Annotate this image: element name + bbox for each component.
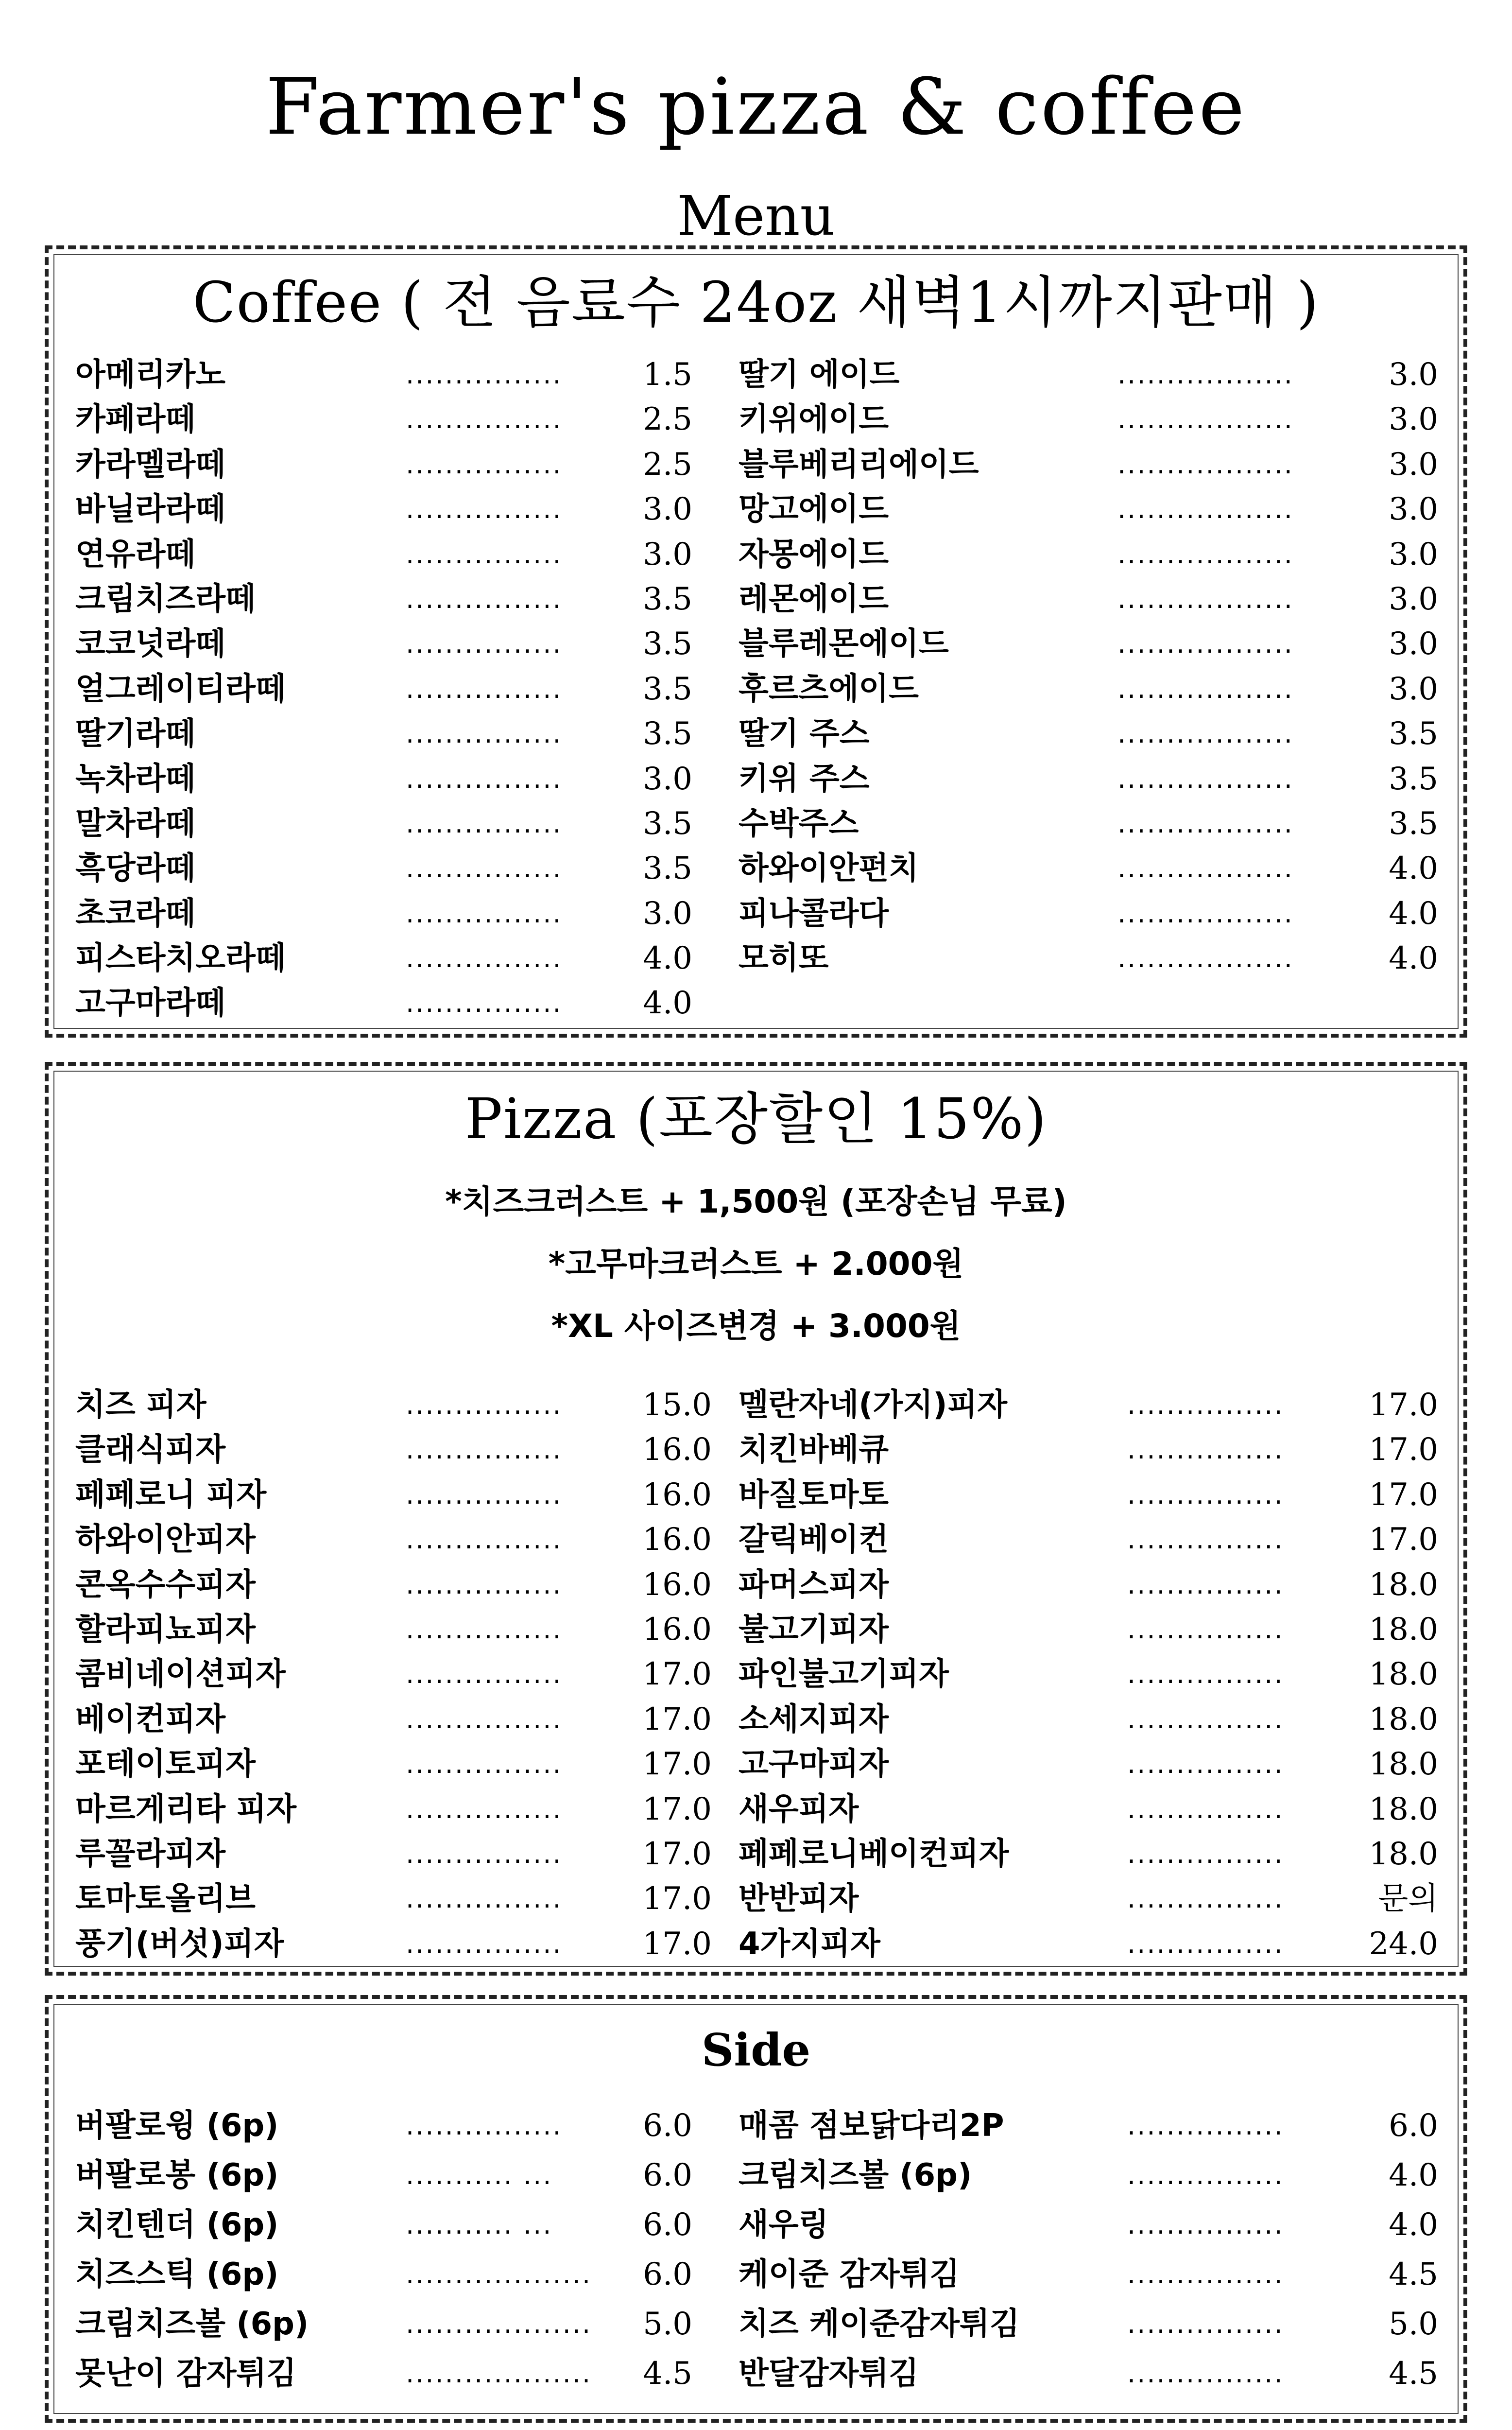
menu-item-leader-dots: ................ — [406, 2110, 563, 2141]
menu-item-leader-dots: ................ — [406, 583, 563, 614]
menu-item-row — [75, 1697, 712, 1742]
menu-item-price: 5.0 — [643, 2306, 692, 2342]
menu-item-price: 4.5 — [1389, 2256, 1438, 2292]
menu-item-name: 파인불고기피자 — [739, 1656, 949, 1693]
pizza-right-column — [739, 1383, 1443, 1966]
menu-item-price: 문의 — [1378, 1881, 1438, 1917]
menu-item-row — [75, 1652, 712, 1697]
menu-item-price: 4.5 — [643, 2356, 692, 2392]
menu-item-name: 하와이안펀치 — [739, 850, 919, 887]
menu-item-leader-dots: ................ — [1127, 1703, 1284, 1735]
menu-item-price: 17.0 — [642, 1881, 712, 1917]
menu-item-price: 6.0 — [643, 2256, 692, 2292]
menu-item-row — [75, 2250, 707, 2299]
menu-item-leader-dots: .................. — [1117, 808, 1294, 839]
menu-item-price: 1.5 — [643, 357, 692, 393]
menu-item-name: 콘옥수수피자 — [75, 1566, 256, 1603]
menu-item-row — [739, 667, 1443, 712]
menu-item-leader-dots: ................ — [406, 359, 563, 390]
menu-item-price: 16.0 — [642, 1432, 712, 1468]
menu-item-leader-dots: ................ — [406, 988, 563, 1019]
menu-item-price: 18.0 — [1369, 1746, 1438, 1783]
menu-item-leader-dots: ................ — [1127, 2358, 1284, 2389]
menu-item-leader-dots: ................ — [406, 449, 563, 480]
menu-item-price: 3.0 — [1389, 491, 1438, 528]
menu-item-price: 17.0 — [1369, 1522, 1438, 1558]
menu-item-row — [739, 846, 1443, 891]
menu-item-name: 페페로니 피자 — [75, 1476, 267, 1513]
menu-item-name: 페페로니베이컨피자 — [739, 1836, 1009, 1872]
menu-item-price: 17.0 — [642, 1926, 712, 1962]
pizza-left-column — [75, 1383, 712, 1966]
menu-item-name: 피스타치오라떼 — [75, 940, 286, 977]
coffee-section-title: Coffee ( 전 음료수 24oz 새벽1시까지판매 ) — [192, 270, 1320, 335]
menu-item-name: 블루레몬에이드 — [739, 626, 949, 662]
menu-item-price: 4.0 — [1389, 2207, 1438, 2243]
menu-item-name: 파머스피자 — [739, 1566, 889, 1603]
menu-item-row — [739, 2250, 1443, 2299]
menu-item-name: 클래식피자 — [75, 1432, 226, 1468]
menu-item-leader-dots: ................ — [1127, 2209, 1284, 2240]
menu-item-name: 토마토올리브 — [75, 1881, 256, 1917]
menu-item-leader-dots: ................ — [1127, 1569, 1284, 1600]
menu-item-row — [75, 352, 707, 397]
menu-item-name: 치킨텐더 (6p) — [75, 2207, 279, 2243]
menu-item-price: 18.0 — [1369, 1701, 1438, 1737]
menu-item-name: 못난이 감자튀김 — [75, 2356, 297, 2392]
menu-item-price: 17.0 — [642, 1746, 712, 1783]
menu-item-row — [75, 712, 707, 756]
menu-item-leader-dots: ................ — [1127, 2308, 1284, 2339]
menu-item-price: 6.0 — [643, 2108, 692, 2144]
menu-item-leader-dots: ................ — [406, 1749, 563, 1780]
menu-item-name: 말차라떼 — [75, 805, 196, 842]
menu-item-price: 3.0 — [1389, 401, 1438, 438]
menu-item-leader-dots: ................ — [1127, 1434, 1284, 1465]
menu-item-row — [75, 891, 707, 936]
menu-item-name: 갈릭베이컨 — [739, 1522, 889, 1558]
menu-item-name: 콤비네이션피자 — [75, 1656, 286, 1693]
menu-item-row — [75, 2151, 707, 2200]
menu-item-row — [75, 667, 707, 712]
menu-item-name: 바질토마토 — [739, 1476, 889, 1513]
menu-item-price: 16.0 — [642, 1522, 712, 1558]
menu-item-name: 베이컨피자 — [75, 1701, 226, 1737]
menu-item-name: 풍기(버섯)피자 — [75, 1926, 284, 1962]
menu-item-leader-dots: .................. — [1117, 583, 1294, 614]
menu-item-price: 17.0 — [642, 1836, 712, 1872]
menu-item-price: 6.0 — [643, 2157, 692, 2193]
menu-item-row — [75, 2299, 707, 2349]
menu-item-price: 3.5 — [643, 850, 692, 887]
menu-item-price: 15.0 — [642, 1387, 712, 1423]
menu-item-name: 새우피자 — [739, 1791, 859, 1827]
menu-item-row — [75, 1427, 712, 1472]
menu-item-name: 고구마피자 — [739, 1746, 889, 1783]
menu-item-leader-dots: .................. — [1117, 628, 1294, 660]
menu-item-name: 소세지피자 — [739, 1701, 889, 1737]
menu-item-leader-dots: ................ — [406, 808, 563, 839]
menu-item-row — [739, 2151, 1443, 2200]
menu-item-price: 3.5 — [643, 671, 692, 707]
menu-item-price: 4.0 — [1389, 895, 1438, 932]
menu-item-price: 4.0 — [643, 985, 692, 1022]
menu-item-leader-dots: ................ — [406, 763, 563, 794]
menu-item-row — [739, 1427, 1443, 1472]
menu-item-row — [75, 487, 707, 532]
menu-item-leader-dots: ................ — [406, 718, 563, 749]
menu-item-name: 키위 주스 — [739, 761, 870, 797]
menu-item-name: 멜란자네(가지)피자 — [739, 1387, 1008, 1423]
menu-item-name: 치킨바베큐 — [739, 1432, 889, 1468]
menu-item-leader-dots: ................ — [406, 1703, 563, 1735]
menu-item-name: 바닐라라떼 — [75, 491, 226, 528]
menu-item-row — [739, 1562, 1443, 1607]
menu-item-leader-dots: ................ — [1127, 2160, 1284, 2190]
menu-item-price: 24.0 — [1369, 1926, 1438, 1962]
menu-item-leader-dots: ................ — [406, 1793, 563, 1824]
menu-item-leader-dots: ........... ... — [406, 2209, 553, 2240]
menu-item-leader-dots: .................. — [1117, 898, 1294, 929]
menu-item-row — [75, 801, 707, 846]
menu-item-leader-dots: .................. — [1117, 359, 1294, 390]
menu-item-price: 3.5 — [643, 581, 692, 617]
menu-item-price: 3.0 — [1389, 581, 1438, 617]
menu-item-name: 후르츠에이드 — [739, 671, 919, 707]
menu-item-name: 딸기 주스 — [739, 716, 870, 752]
menu-item-row — [739, 1383, 1443, 1427]
menu-item-row — [75, 2349, 707, 2398]
menu-item-leader-dots: ................ — [406, 1838, 563, 1869]
menu-item-leader-dots: .................. — [1117, 494, 1294, 525]
menu-item-row — [75, 2101, 707, 2151]
menu-item-name: 연유라떼 — [75, 536, 196, 573]
menu-item-name: 망고에이드 — [739, 491, 889, 528]
menu-item-price: 3.5 — [1389, 716, 1438, 752]
menu-item-leader-dots: ................ — [406, 404, 563, 435]
menu-item-leader-dots: ................ — [1127, 2110, 1284, 2141]
menu-item-price: 6.0 — [643, 2207, 692, 2243]
menu-item-name: 버팔로윙 (6p) — [75, 2108, 279, 2144]
menu-item-row — [75, 1383, 712, 1427]
menu-item-price: 3.0 — [1389, 671, 1438, 707]
menu-item-price: 4.0 — [1389, 940, 1438, 977]
menu-item-leader-dots: ................ — [1127, 1524, 1284, 1555]
menu-item-price: 16.0 — [642, 1611, 712, 1648]
menu-item-name: 딸기라떼 — [75, 716, 196, 752]
menu-item-row — [75, 981, 707, 1025]
menu-item-price: 18.0 — [1369, 1791, 1438, 1827]
menu-item-name: 크림치즈볼 (6p) — [75, 2306, 309, 2342]
menu-item-name: 딸기 에이드 — [739, 357, 900, 393]
menu-item-name: 하와이안피자 — [75, 1522, 256, 1558]
menu-item-row — [739, 1787, 1443, 1832]
menu-item-leader-dots: .................. — [1117, 673, 1294, 704]
menu-item-name: 카페라떼 — [75, 401, 196, 438]
menu-item-name: 코코넛라떼 — [75, 626, 226, 662]
menu-item-row — [739, 1922, 1443, 1966]
menu-item-price: 17.0 — [642, 1656, 712, 1693]
menu-item-name: 피나콜라다 — [739, 895, 889, 932]
menu-item-row — [75, 846, 707, 891]
menu-item-leader-dots: .................. — [1117, 763, 1294, 794]
menu-item-row — [75, 1473, 712, 1517]
menu-item-leader-dots: ................ — [406, 538, 563, 570]
menu-item-price: 3.0 — [1389, 626, 1438, 662]
side-right-column — [739, 2101, 1443, 2398]
menu-item-price: 3.0 — [1389, 357, 1438, 393]
menu-item-price: 4.5 — [1389, 2356, 1438, 2392]
menu-item-price: 3.0 — [1389, 536, 1438, 573]
menu-item-name: 크림치즈라떼 — [75, 581, 256, 617]
menu-item-name: 얼그레이티라떼 — [75, 671, 286, 707]
menu-item-leader-dots: ................ — [406, 1569, 563, 1600]
menu-item-price: 16.0 — [642, 1476, 712, 1513]
menu-item-name: 반달감자튀김 — [739, 2356, 919, 2392]
coffee-right-column — [739, 352, 1443, 981]
menu-item-row — [739, 891, 1443, 936]
menu-item-row — [739, 1652, 1443, 1697]
menu-item-name: 버팔로봉 (6p) — [75, 2157, 279, 2193]
menu-item-name: 초코라떼 — [75, 895, 196, 932]
menu-item-leader-dots: ................ — [1127, 1614, 1284, 1645]
menu-item-leader-dots: .................. — [1117, 853, 1294, 884]
menu-item-price: 18.0 — [1369, 1566, 1438, 1603]
menu-item-row — [739, 2101, 1443, 2151]
menu-item-leader-dots: ................ — [406, 1928, 563, 1959]
menu-item-row — [75, 1832, 712, 1876]
menu-item-leader-dots: ................ — [1127, 2259, 1284, 2290]
menu-item-leader-dots: ................ — [406, 898, 563, 929]
menu-item-name: 케이준 감자튀김 — [739, 2256, 960, 2292]
menu-item-name: 반반피자 — [739, 1881, 859, 1917]
menu-item-name: 수박주스 — [739, 805, 859, 842]
menu-item-leader-dots: .................. — [1117, 943, 1294, 974]
menu-item-name: 자몽에이드 — [739, 536, 889, 573]
menu-item-name: 새우링 — [739, 2207, 829, 2243]
menu-item-leader-dots: ................ — [406, 1614, 563, 1645]
menu-item-row — [739, 1473, 1443, 1517]
menu-item-price: 17.0 — [642, 1791, 712, 1827]
menu-item-price: 3.0 — [643, 491, 692, 528]
menu-item-leader-dots: ................ — [406, 943, 563, 974]
menu-item-leader-dots: .................. — [1117, 538, 1294, 570]
menu-item-price: 3.5 — [1389, 761, 1438, 797]
menu-item-row — [75, 622, 707, 666]
side-section-title: Side — [701, 2024, 811, 2076]
menu-item-leader-dots: ................ — [1127, 1389, 1284, 1420]
menu-item-price: 6.0 — [1389, 2108, 1438, 2144]
menu-item-leader-dots: ................ — [406, 1434, 563, 1465]
menu-item-leader-dots: ................ — [1127, 1793, 1284, 1824]
menu-item-price: 16.0 — [642, 1566, 712, 1603]
menu-item-row — [739, 1832, 1443, 1876]
menu-item-leader-dots: ................ — [406, 853, 563, 884]
menu-item-row — [75, 1742, 712, 1787]
menu-item-name: 크림치즈볼 (6p) — [739, 2157, 972, 2193]
menu-item-leader-dots: ................ — [1127, 1659, 1284, 1690]
menu-item-price: 2.5 — [643, 446, 692, 483]
menu-item-price: 3.0 — [643, 536, 692, 573]
menu-item-name: 아메리카노 — [75, 357, 226, 393]
menu-item-name: 4가지피자 — [739, 1926, 880, 1962]
menu-heading: Menu — [677, 185, 835, 248]
menu-item-leader-dots: ................ — [406, 1524, 563, 1555]
menu-item-leader-dots: ................ — [406, 1389, 563, 1420]
menu-item-price: 17.0 — [642, 1701, 712, 1737]
menu-item-leader-dots: .................. — [1117, 718, 1294, 749]
menu-item-price: 3.0 — [643, 761, 692, 797]
menu-item-row — [739, 2200, 1443, 2250]
menu-item-row — [739, 487, 1443, 532]
menu-item-price: 4.0 — [1389, 850, 1438, 887]
menu-item-row — [739, 1742, 1443, 1787]
menu-item-leader-dots: ................ — [1127, 1838, 1284, 1869]
menu-item-price: 4.0 — [1389, 2157, 1438, 2193]
menu-item-price: 3.5 — [643, 626, 692, 662]
menu-item-name: 마르게리타 피자 — [75, 1791, 297, 1827]
pizza-note-xl-size: *XL 사이즈변경 + 3.000원 — [551, 1307, 961, 1345]
menu-item-leader-dots: ................... — [406, 2358, 592, 2389]
menu-item-price: 3.5 — [1389, 805, 1438, 842]
menu-item-name: 흑당라떼 — [75, 850, 196, 887]
menu-item-row — [739, 2299, 1443, 2349]
menu-item-price: 17.0 — [1369, 1432, 1438, 1468]
menu-item-row — [739, 1607, 1443, 1652]
menu-item-leader-dots: ................... — [406, 2308, 592, 2339]
coffee-left-column — [75, 352, 707, 1026]
menu-item-leader-dots: .................. — [1117, 449, 1294, 480]
menu-item-row — [75, 936, 707, 981]
menu-item-leader-dots: ................ — [406, 1659, 563, 1690]
menu-item-row — [75, 1876, 712, 1921]
side-section — [45, 1995, 1467, 2423]
menu-item-name: 매콤 점보닭다리2P — [739, 2108, 1004, 2144]
menu-item-row — [739, 442, 1443, 487]
menu-item-name: 녹차라떼 — [75, 761, 196, 797]
menu-item-price: 3.0 — [1389, 446, 1438, 483]
menu-item-name: 할라피뇨피자 — [75, 1611, 256, 1648]
menu-item-row — [739, 577, 1443, 622]
menu-item-leader-dots: ................ — [406, 628, 563, 660]
menu-item-price: 18.0 — [1369, 1836, 1438, 1872]
menu-item-leader-dots: .................. — [1117, 404, 1294, 435]
menu-item-price: 3.5 — [643, 805, 692, 842]
menu-item-name: 카라멜라떼 — [75, 446, 226, 483]
menu-item-price: 17.0 — [1369, 1387, 1438, 1423]
menu-item-name: 고구마라떼 — [75, 985, 226, 1022]
menu-item-leader-dots: ................ — [1127, 1479, 1284, 1510]
menu-item-leader-dots: ................ — [406, 494, 563, 525]
menu-item-leader-dots: ................ — [406, 673, 563, 704]
menu-item-leader-dots: ................ — [406, 1479, 563, 1510]
menu-item-name: 불고기피자 — [739, 1611, 889, 1648]
menu-item-row — [75, 1562, 712, 1607]
menu-item-price: 18.0 — [1369, 1611, 1438, 1648]
coffee-section — [45, 245, 1467, 1038]
menu-item-row — [75, 2200, 707, 2250]
menu-item-row — [75, 757, 707, 801]
pizza-section — [45, 1062, 1467, 1976]
menu-item-name: 모히또 — [739, 940, 829, 977]
pizza-section-title: Pizza (포장할인 15%) — [464, 1087, 1048, 1152]
menu-item-price: 17.0 — [1369, 1476, 1438, 1513]
menu-item-name: 포테이토피자 — [75, 1746, 256, 1783]
menu-item-name: 레몬에이드 — [739, 581, 889, 617]
menu-item-price: 3.0 — [643, 895, 692, 932]
side-left-column — [75, 2101, 707, 2398]
menu-item-name: 치즈스틱 (6p) — [75, 2256, 279, 2292]
menu-item-row — [75, 1787, 712, 1832]
menu-item-row — [739, 1517, 1443, 1562]
menu-item-name: 블루베리리에이드 — [739, 446, 979, 483]
menu-item-row — [739, 757, 1443, 801]
restaurant-title: Farmer's pizza & coffee — [265, 61, 1247, 152]
menu-item-row — [739, 622, 1443, 666]
menu-item-leader-dots: ................... — [406, 2259, 592, 2290]
pizza-note-cheese-crust: *치즈크러스트 + 1,500원 (포장손님 무료) — [445, 1183, 1067, 1220]
menu-item-name: 치즈 피자 — [75, 1387, 206, 1423]
menu-item-row — [739, 2349, 1443, 2398]
menu-item-leader-dots: ........... ... — [406, 2160, 553, 2190]
menu-item-row — [75, 1922, 712, 1966]
menu-item-price: 3.5 — [643, 716, 692, 752]
menu-item-leader-dots: ................ — [1127, 1749, 1284, 1780]
menu-item-row — [739, 1876, 1443, 1921]
menu-item-row — [739, 712, 1443, 756]
menu-item-row — [739, 1697, 1443, 1742]
menu-item-row — [739, 532, 1443, 577]
menu-item-row — [75, 577, 707, 622]
menu-item-price: 4.0 — [643, 940, 692, 977]
menu-item-leader-dots: ................ — [1127, 1928, 1284, 1959]
menu-item-row — [739, 801, 1443, 846]
menu-item-price: 18.0 — [1369, 1656, 1438, 1693]
pizza-note-sweet-potato-crust: *고무마크러스트 + 2.000원 — [548, 1245, 964, 1283]
menu-item-price: 2.5 — [643, 401, 692, 438]
menu-item-row — [75, 397, 707, 442]
menu-item-row — [739, 352, 1443, 397]
menu-item-name: 키위에이드 — [739, 401, 889, 438]
menu-item-row — [739, 397, 1443, 442]
menu-item-name: 치즈 케이준감자튀김 — [739, 2306, 1020, 2342]
menu-item-leader-dots: ................ — [406, 1883, 563, 1914]
menu-item-row — [739, 936, 1443, 981]
menu-item-row — [75, 442, 707, 487]
menu-item-row — [75, 1607, 712, 1652]
menu-item-name: 루꼴라피자 — [75, 1836, 226, 1872]
menu-item-leader-dots: ................ — [1127, 1883, 1284, 1914]
menu-item-price: 5.0 — [1389, 2306, 1438, 2342]
menu-item-row — [75, 1517, 712, 1562]
menu-item-row — [75, 532, 707, 577]
